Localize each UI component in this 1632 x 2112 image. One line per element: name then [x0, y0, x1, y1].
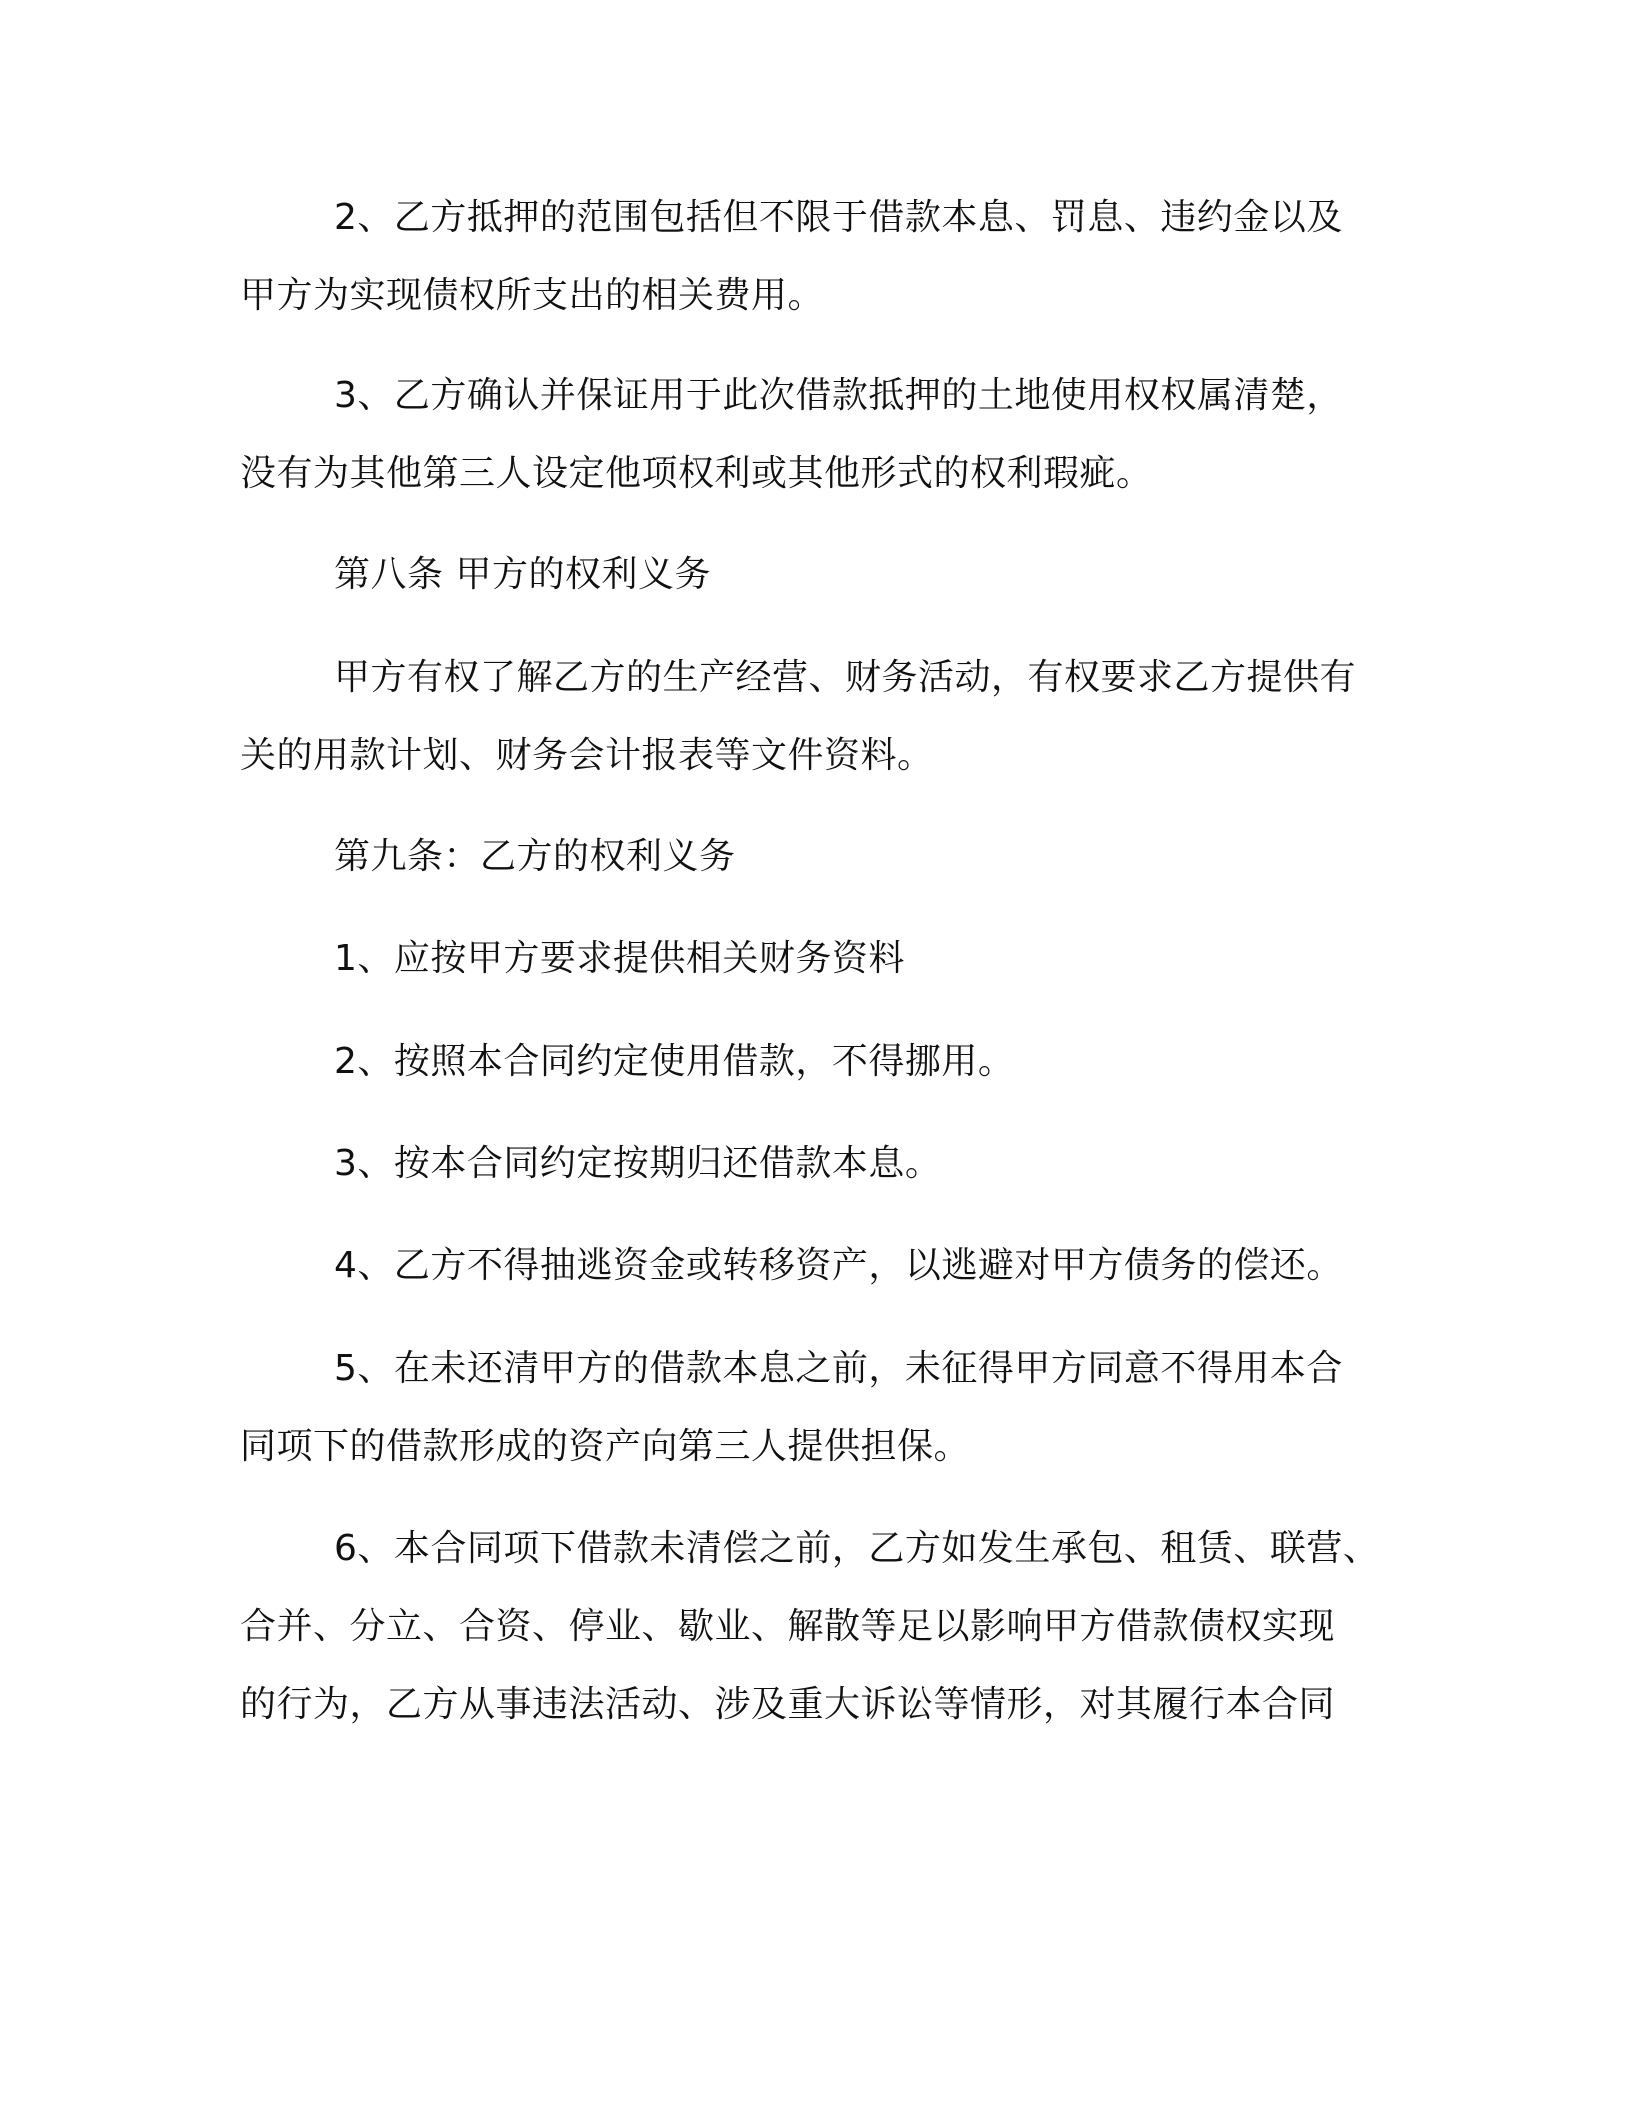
clause-7-3-line-1: 3、乙方确认并保证用于此次借款抵押的土地使用权权属清楚， — [334, 375, 1343, 416]
article-8-body-line-1: 甲方有权了解乙方的生产经营、财务活动，有权要求乙方提供有 — [334, 657, 1357, 698]
clause-9-5-line-2: 同项下的借款形成的资产向第三人提供担保。 — [240, 1426, 971, 1467]
clause-9-6-line-1: 6、本合同项下借款未清偿之前，乙方如发生承包、租赁、联营、 — [334, 1528, 1380, 1569]
clause-9-2: 2、按照本合同约定使用借款，不得挪用。 — [334, 1041, 1015, 1082]
clause-7-2-line-2: 甲方为实现债权所支出的相关费用。 — [240, 275, 825, 316]
clause-9-4: 4、乙方不得抽逃资金或转移资产，以逃避对甲方债务的偿还。 — [334, 1245, 1343, 1286]
clause-7-2-line-1: 2、乙方抵押的范围包括但不限于借款本息、罚息、违约金以及 — [334, 197, 1343, 238]
clause-7-3-line-2: 没有为其他第三人设定他项权利或其他形式的权利瑕疵。 — [240, 453, 1153, 494]
clause-9-6-line-3: 的行为，乙方从事违法活动、涉及重大诉讼等情形，对其履行本合同 — [240, 1684, 1336, 1725]
article-8-body-line-2: 关的用款计划、财务会计报表等文件资料。 — [240, 735, 934, 776]
clause-9-5-line-1: 5、在未还清甲方的借款本息之前，未征得甲方同意不得用本合 — [334, 1348, 1343, 1389]
article-8-heading: 第八条 甲方的权利义务 — [334, 554, 711, 595]
clause-9-1: 1、应按甲方要求提供相关财务资料 — [334, 938, 905, 979]
article-9-heading: 第九条：乙方的权利义务 — [334, 836, 736, 877]
clause-9-6-line-2: 合并、分立、合资、停业、歇业、解散等足以影响甲方借款债权实现 — [240, 1606, 1336, 1647]
clause-9-3: 3、按本合同约定按期归还借款本息。 — [334, 1143, 942, 1184]
